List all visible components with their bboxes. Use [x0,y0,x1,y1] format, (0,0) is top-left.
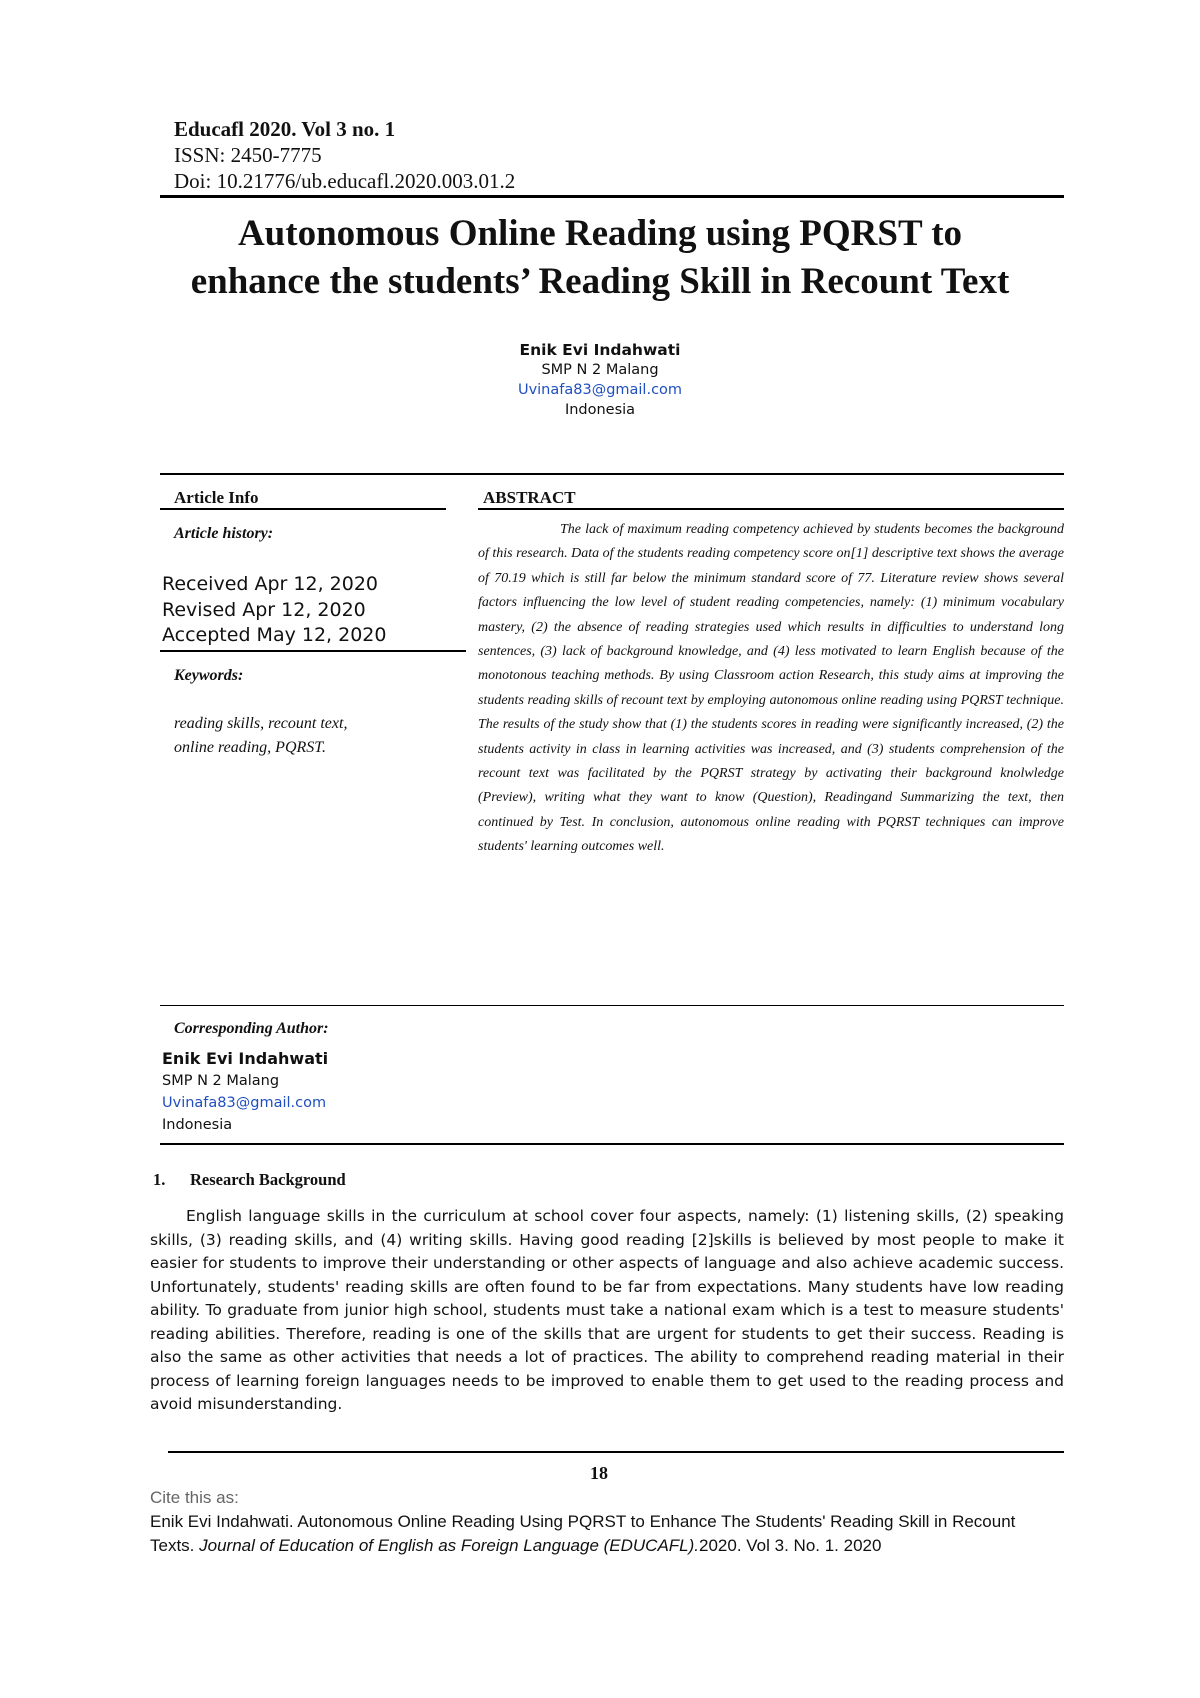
journal-header [174,116,515,194]
issn: ISSN: 2450-7775 [174,143,322,167]
history-rule [160,650,466,652]
article-history-label: Article history: [174,525,274,542]
article-info-heading: Article Info [174,488,259,507]
body-paragraph: English language skills in the curriculum at school cover four aspects, namely: (1) listening skills, (2) speaking skills, (3) reading skills, and (4) writing skills. Having good reading [2]skills is believed by most people to make it easier for students to improve their understanding or other aspects of language and also achieve academic success. Unfortunately, students' reading skills are often found to be far from expectations. Many students have low reading ability. To graduate from junior high school, students must take a national exam which is a test to measure students' reading abilities. Therefore, reading is one of the skills that are urgent for students to get their success. Reading is also the same as other activities that needs a lot of practices. The ability to comprehend reading material in their process of learning foreign languages needs to be improved to enable them to get used to the reading process and avoid misunderstanding. [150,1207,1064,1413]
author-country: Indonesia [564,402,636,418]
section-heading [153,1170,346,1190]
keywords-line-2: online reading, PQRST. [174,739,326,756]
abstract-underline [478,508,1064,510]
keywords-text [174,712,434,760]
author-name: Enik Evi Indahwati [519,341,681,359]
doi: Doi: 10.21776/ub.educafl.2020.003.01.2 [174,169,516,193]
accepted-date: Accepted May 12, 2020 [162,624,387,646]
author-affiliation: SMP N 2 Malang [541,362,659,378]
corresponding-author-country: Indonesia [162,1117,233,1133]
keywords-line-1: reading skills, recount text, [174,715,348,732]
abstract-text: The lack of maximum reading competency achieved by students becomes the background of this research. Data of the students reading competency score on[1] descriptive text shows the average of 70.19 which is still far below the minimum standard score of 77. Literature review shows several factors influencing the low level of student reading competencies, namely: (1) minimum vocabulary mastery, (2) the absence of reading strategies used which results in difficulties to understand long sentences, (3) lack of background knowledge, and (4) less motivated to learn English because of the monotonous teaching methods. By using Classroom action Research, this study aims at improving the students reading skills of recount text by employing autonomous online reading using PQRST technique. The results of the study show that (1) the students scores in reading were significantly increased, (2) the students activity in class in learning activities was increased, and (3) students comprehension of the recount text was facilitated by the PQRST strategy by activating their background knolwledge (Preview), writing what they want to know (Question), Readingand Summarizing the text, then continued by Test. In conclusion, autonomous online reading with PQRST techniques can improve students' learning outcomes well. [478,522,1064,855]
journal-name: Educafl 2020. Vol 3 no. 1 [174,117,396,141]
author-email-link[interactable]: Uvinafa83@gmail.com [517,382,683,398]
citation-text [150,1510,1030,1558]
corresponding-author-affiliation: SMP N 2 Malang [162,1073,280,1089]
corresponding-author-name: Enik Evi Indahwati [162,1049,329,1068]
keywords-label: Keywords: [174,667,244,684]
section-number: 1. [153,1170,166,1189]
citation-volume: 2020. Vol 3. No. 1. 2020 [699,1536,882,1555]
corresponding-author-email-link[interactable]: Uvinafa83@gmail.com [162,1095,327,1111]
corresponding-bottom-rule [160,1143,1064,1145]
page-number: 18 [590,1463,608,1483]
received-date: Received Apr 12, 2020 [162,573,379,595]
footer-rule [168,1451,1064,1453]
title-line-1: Autonomous Online Reading using PQRST to [237,213,963,254]
info-top-rule [160,473,1064,475]
cite-label: Cite this as: [150,1488,239,1507]
abstract-heading: ABSTRACT [483,488,576,507]
title-line-2: enhance the students’ Reading Skill in Recount Text [190,261,1010,302]
citation-journal: Journal of Education of English as Foreign Language (EDUCAFL). [199,1536,700,1555]
corresponding-author-block [162,1048,328,1136]
article-info-underline [160,508,446,510]
author-block [300,340,900,420]
header-rule [160,195,1064,198]
revised-date: Revised Apr 12, 2020 [162,598,366,621]
paper-title [140,210,1060,306]
abstract-bottom-rule [160,1005,1064,1006]
article-history-list [162,572,386,649]
citation-authors-title: Enik Evi Indahwati. Autonomous Online Reading Using PQRST to Enhance The Students' Reading Skill in Recount Texts. [150,1512,1016,1555]
corresponding-author-label: Corresponding Author: [174,1020,329,1037]
citation-block [150,1486,1030,1558]
section-title: Research Background [190,1170,346,1189]
